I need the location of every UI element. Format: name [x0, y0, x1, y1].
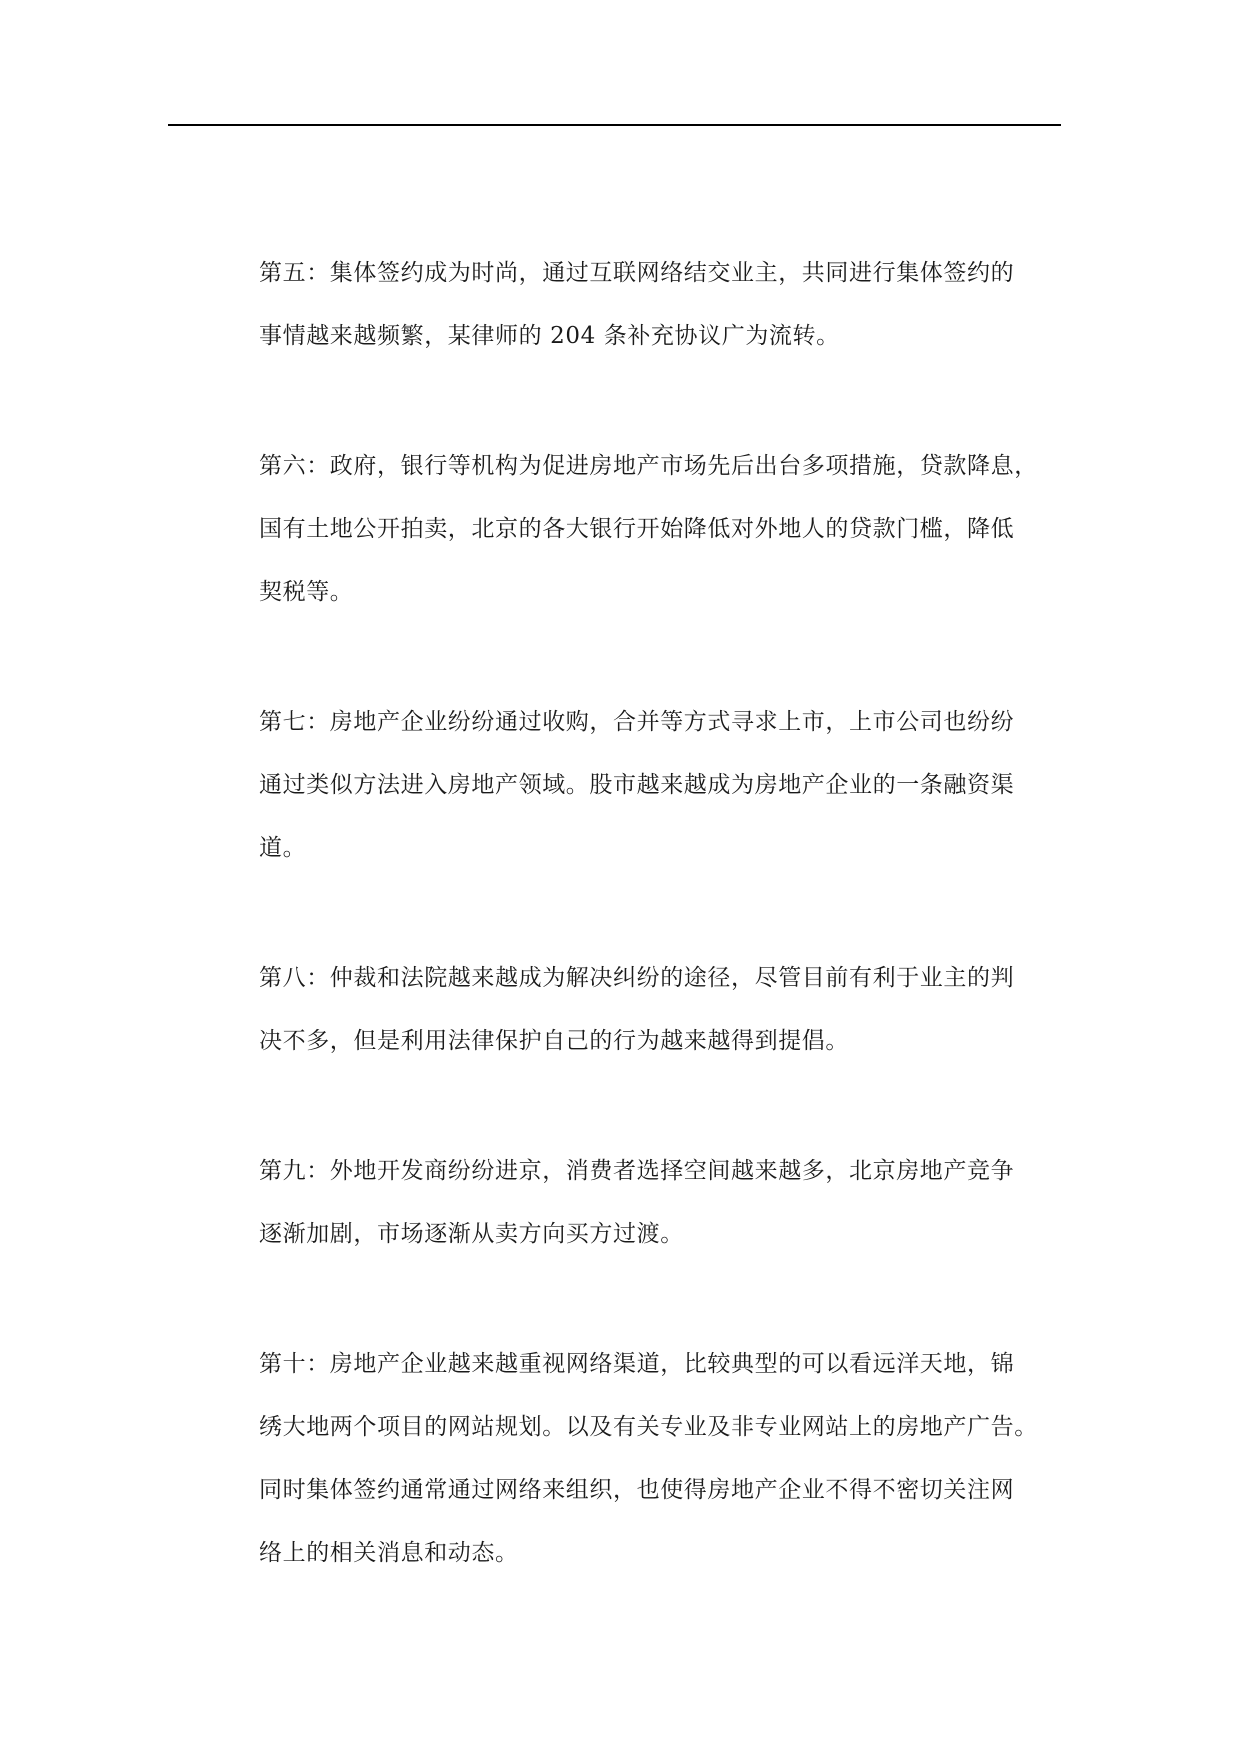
paragraph-line: 第七：房地产企业纷纷通过收购，合并等方式寻求上市，上市公司也纷纷 [259, 709, 1015, 735]
paragraph-item-5 [259, 242, 1063, 368]
paragraph-line: 道。 [259, 835, 307, 861]
paragraph-line: 第六：政府，银行等机构为促进房地产市场先后出台多项措施，贷款降息， [259, 453, 1038, 479]
paragraph-line: 通过类似方法进入房地产领域。股市越来越成为房地产企业的一条融资渠 [259, 772, 1015, 798]
document-body [259, 242, 1063, 1585]
paragraph-line: 第十：房地产企业越来越重视网络渠道，比较典型的可以看远洋天地，锦 [259, 1351, 1015, 1377]
paragraph-item-9 [259, 1140, 1063, 1266]
paragraph-line: 同时集体签约通常通过网络来组织，也使得房地产企业不得不密切关注网 [259, 1477, 1015, 1503]
paragraph-line: 国有土地公开拍卖，北京的各大银行开始降低对外地人的贷款门槛，降低 [259, 516, 1015, 542]
paragraph-line: 第五：集体签约成为时尚，通过互联网络结交业主，共同进行集体签约的 [259, 260, 1015, 286]
paragraph-line: 契税等。 [259, 579, 354, 605]
paragraph-line: 第八：仲裁和法院越来越成为解决纠纷的途径，尽管目前有利于业主的判 [259, 965, 1015, 991]
paragraph-line: 逐渐加剧，市场逐渐从卖方向买方过渡。 [259, 1221, 684, 1247]
paragraph-line: 决不多，但是利用法律保护自己的行为越来越得到提倡。 [259, 1028, 849, 1054]
paragraph-line: 络上的相关消息和动态。 [259, 1540, 519, 1566]
paragraph-item-10 [259, 1333, 1063, 1585]
header-rule [168, 124, 1061, 126]
paragraph-item-7 [259, 691, 1063, 880]
paragraph-line: 事情越来越频繁，某律师的 204 条补充协议广为流转。 [259, 323, 840, 349]
paragraph-item-8 [259, 947, 1063, 1073]
paragraph-item-6 [259, 435, 1063, 624]
paragraph-line: 绣大地两个项目的网站规划。以及有关专业及非专业网站上的房地产广告。 [259, 1414, 1038, 1440]
paragraph-line: 第九：外地开发商纷纷进京，消费者选择空间越来越多，北京房地产竞争 [259, 1158, 1015, 1184]
